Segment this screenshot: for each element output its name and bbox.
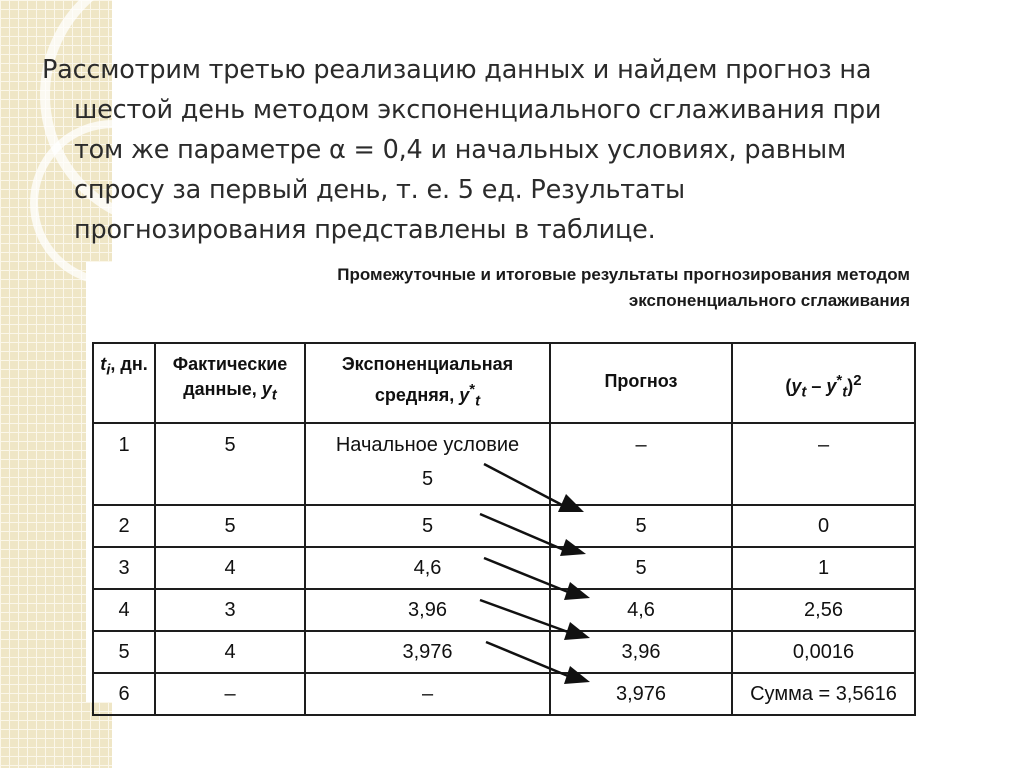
cell-day: 4 [93,589,155,631]
header-forecast: Прогноз [550,343,732,423]
intro-line: том же параметре α = 0,4 и начальных условиях, равным [74,135,847,165]
cell-forecast: 5 [550,505,732,547]
cell-day: 1 [93,423,155,505]
cell-average: 3,976 [305,631,550,673]
intro-line: Рассмотрим третью реализацию данных и найдем прогноз на [42,55,872,85]
cell-average: 3,96 [305,589,550,631]
table-row [93,423,915,505]
table-row [93,631,915,673]
cell-day: 3 [93,547,155,589]
header-exponential-average: Экспоненциальная средняя, $y^*_t$ [305,343,550,423]
cell-squared-error: – [732,423,915,505]
cell-day: 6 [93,673,155,715]
cell-sum: Сумма = 3,5616 [732,673,915,715]
cell-squared-error: 2,56 [732,589,915,631]
cell-squared-error: 1 [732,547,915,589]
table-row [93,673,915,715]
scanned-table-image [86,262,928,705]
cell-average: 5 [305,505,550,547]
intro-paragraph [42,50,992,250]
intro-line: прогнозирования представлены в таблице. [74,215,656,245]
header-squared-error: $(y_t - y^*_t)^2$ [732,343,915,423]
table-title-line: экспоненциального сглаживания [628,291,910,310]
cell-forecast: 3,976 [550,673,732,715]
cell-squared-error: 0 [732,505,915,547]
table-row [93,589,915,631]
cell-actual: – [155,673,305,715]
table-title [337,262,910,314]
intro-line: спросу за первый день, т. е. 5 ед. Результаты [74,175,685,205]
cell-actual: 4 [155,631,305,673]
header-actual-data: Фактические данные, $y_t$ [155,343,305,423]
cell-day: 5 [93,631,155,673]
results-table [92,342,916,716]
cell-average: Начальное условие 5 [305,423,550,505]
cell-actual: 3 [155,589,305,631]
cell-day: 2 [93,505,155,547]
cell-average: 4,6 [305,547,550,589]
header-day: $t_i$, дн. [93,343,155,423]
cell-forecast: 3,96 [550,631,732,673]
cell-average: – [305,673,550,715]
table-header-row [93,343,915,423]
table-row [93,547,915,589]
table-title-line: Промежуточные и итоговые результаты прогнозирования методом [337,265,910,284]
intro-line: шестой день методом экспоненциального сглаживания при [74,95,882,125]
cell-forecast: 4,6 [550,589,732,631]
table-row [93,505,915,547]
cell-squared-error: 0,0016 [732,631,915,673]
cell-actual: 5 [155,505,305,547]
cell-forecast: – [550,423,732,505]
cell-actual: 5 [155,423,305,505]
cell-actual: 4 [155,547,305,589]
cell-forecast: 5 [550,547,732,589]
